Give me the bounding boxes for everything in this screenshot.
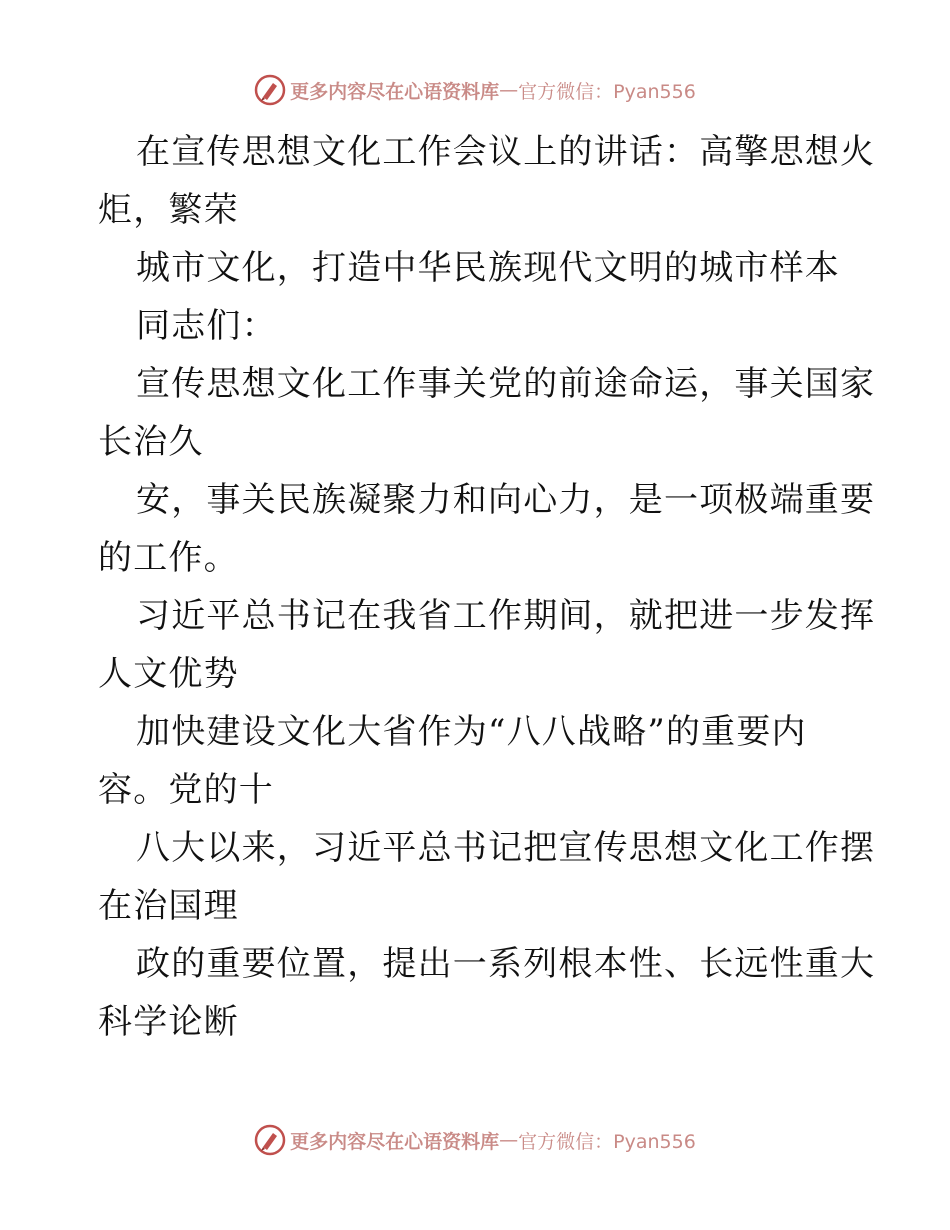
watermark-site-text: 更多内容尽在心语资料库 <box>290 80 500 103</box>
paragraph-line: 八大以来，习近平总书记把宣传思想文化工作摆 <box>136 828 876 868</box>
salutation: 同志们： <box>136 306 277 346</box>
pen-nib-seal-icon <box>254 1124 286 1156</box>
paragraph-line: 科学论断 <box>98 1002 239 1042</box>
document-body <box>98 123 876 1051</box>
document-title-line-1: 在宣传思想文化工作会议上的讲话：高擎思想火 <box>136 132 876 172</box>
footer-watermark <box>0 1120 950 1160</box>
document-title-line-3: 城市文化，打造中华民族现代文明的城市样本 <box>136 248 840 288</box>
paragraph-line: 习近平总书记在我省工作期间，就把进一步发挥 <box>136 596 876 636</box>
watermark-separator: — <box>499 1129 519 1151</box>
watermark-contact-text: 官方微信：Pyan556 <box>518 80 696 103</box>
watermark-site-text: 更多内容尽在心语资料库 <box>290 1130 500 1153</box>
paragraph-line: 加快建设文化大省作为“八八战略”的重要内 <box>136 712 807 752</box>
paragraph-line: 在治国理 <box>98 886 239 926</box>
document-title-line-2: 炬，繁荣 <box>98 190 239 230</box>
pen-nib-seal-icon <box>254 74 286 106</box>
paragraph-line: 容。党的十 <box>98 770 274 810</box>
watermark-contact-text: 官方微信：Pyan556 <box>518 1130 696 1153</box>
watermark-separator: — <box>499 79 519 101</box>
header-watermark <box>0 70 950 110</box>
paragraph-line: 政的重要位置，提出一系列根本性、长远性重大 <box>136 944 876 984</box>
paragraph-line: 的工作。 <box>98 538 239 578</box>
paragraph-line: 长治久 <box>98 422 204 462</box>
paragraph-line: 安，事关民族凝聚力和向心力，是一项极端重要 <box>136 480 876 520</box>
paragraph-line: 人文优势 <box>98 654 239 694</box>
paragraph-line: 宣传思想文化工作事关党的前途命运，事关国家 <box>136 364 876 404</box>
